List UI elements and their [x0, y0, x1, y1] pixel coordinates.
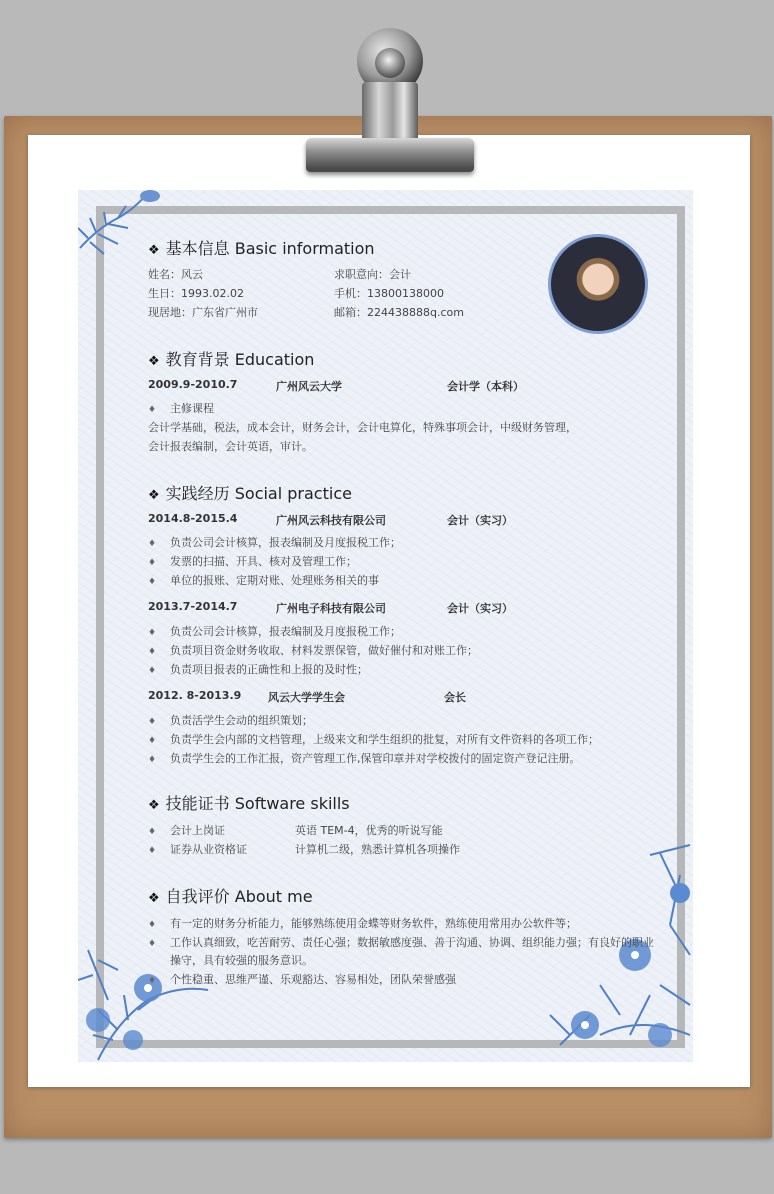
section-title-text: 实践经历 Social practice [165, 484, 352, 503]
info-email: 邮箱：224438888q.com [334, 306, 464, 319]
list-item: ♦ 证券从业资格证 [148, 843, 247, 856]
job2-role: 会计（实习） [447, 602, 513, 615]
job2-org: 广州电子科技有限公司 [276, 602, 386, 615]
bullet-icon: ❖ [148, 354, 160, 369]
job1-role: 会计（实习） [447, 514, 513, 527]
list-marker-icon: ♦ [148, 846, 157, 856]
bullet-icon: ❖ [148, 798, 160, 813]
edu-period: 2009.9-2010.7 [148, 378, 238, 391]
list-item: ♦ 负责活学生会动的组织策划； [148, 714, 313, 727]
list-marker-icon: ♦ [148, 736, 157, 746]
avatar [548, 234, 648, 334]
about-continuation: 操守，具有较强的服务意识。 [170, 954, 313, 967]
section-title-education [148, 347, 314, 370]
list-marker-icon: ♦ [148, 539, 157, 549]
bullet-icon: ❖ [148, 891, 160, 906]
job1-period: 2014.8-2015.4 [148, 512, 238, 525]
list-item: ♦ 负责学生会的工作汇报，资产管理工作,保管印章并对学校拨付的固定资产登记注册。 [148, 752, 581, 765]
list-item: ♦ 工作认真细致，吃苦耐劳、责任心强；数据敏感度强、善于沟通、协调、组织能力强；有良好的职业 [148, 936, 654, 949]
section-title-practice [148, 481, 352, 504]
job3-period: 2012. 8-2013.9 [148, 689, 242, 702]
edu-courses-line2: 会计报表编制，会计英语，审计。 [148, 440, 313, 453]
info-intent: 求职意向：会计 [334, 268, 411, 281]
list-marker-icon: ♦ [148, 666, 157, 676]
list-marker-icon: ♦ [148, 558, 157, 568]
section-title-text: 基本信息 Basic information [165, 239, 375, 258]
list-item: ♦ 有一定的财务分析能力，能够熟练使用金蝶等财务软件，熟练使用常用办公软件等； [148, 917, 577, 930]
section-title-text: 教育背景 Education [165, 350, 315, 369]
list-item: ♦ 负责公司会计核算，报表编制及月度报税工作； [148, 536, 401, 549]
list-marker-icon: ♦ [148, 920, 157, 930]
list-item-text: 主修课程 [170, 402, 214, 415]
skill2-detail: 计算机二级，熟悉计算机各项操作 [295, 843, 460, 856]
list-marker-icon: ♦ [148, 717, 157, 727]
edu-major: 会计学（本科） [447, 380, 524, 393]
bullet-icon: ❖ [148, 243, 160, 258]
list-marker-icon: ♦ [148, 405, 157, 415]
list-item: ♦ 负责公司会计核算，报表编制及月度报税工作； [148, 625, 401, 638]
list-marker-icon: ♦ [148, 976, 157, 986]
job1-org: 广州风云科技有限公司 [276, 514, 386, 527]
list-marker-icon: ♦ [148, 755, 157, 765]
list-item: ♦ 负责项目资金财务收取、材料发票保管，做好催付和对账工作； [148, 644, 478, 657]
job3-role: 会长 [444, 691, 466, 704]
list-marker-icon: ♦ [148, 577, 157, 587]
list-marker-icon: ♦ [148, 647, 157, 657]
job3-org: 风云大学学生会 [268, 691, 345, 704]
clip-base [306, 138, 474, 172]
section-title-basic [148, 236, 375, 259]
list-marker-icon: ♦ [148, 628, 157, 638]
job2-period: 2013.7-2014.7 [148, 600, 238, 613]
info-name: 姓名：风云 [148, 268, 203, 281]
list-marker-icon: ♦ [148, 939, 157, 949]
list-marker-icon: ♦ [148, 827, 157, 837]
info-birth: 生日：1993.02.02 [148, 287, 244, 300]
list-item: ♦ 会计上岗证 [148, 824, 225, 837]
clip-hole [375, 48, 405, 78]
section-title-text: 自我评价 About me [165, 887, 313, 906]
list-item: ♦ 发票的扫描、开具、核对及管理工作； [148, 555, 357, 568]
list-item: ♦ 单位的报账、定期对账、处理账务相关的事 [148, 574, 379, 587]
info-phone: 手机：13800138000 [334, 287, 444, 300]
section-title-skills [148, 791, 350, 814]
section-title-about [148, 884, 313, 907]
clip-body [362, 82, 418, 140]
edu-courses-line1: 会计学基础，税法，成本会计，财务会计，会计电算化，特殊事项会计，中级财务管理， [148, 421, 577, 434]
list-item: ♦ 负责学生会内部的文档管理，上级来文和学生组织的批复，对所有文件资料的各项工作； [148, 733, 599, 746]
section-title-text: 技能证书 Software skills [165, 794, 350, 813]
bullet-icon: ❖ [148, 488, 160, 503]
list-item: ♦ 负责项目报表的正确性和上报的及时性； [148, 663, 368, 676]
edu-school: 广州风云大学 [276, 380, 342, 393]
info-address: 现居地：广东省广州市 [148, 306, 258, 319]
list-item: ♦ 个性稳重、思维严谨、乐观豁达、容易相处，团队荣誉感强 [148, 973, 456, 986]
skill1-detail: 英语 TEM-4，优秀的听说写能 [295, 824, 443, 837]
list-item [148, 400, 214, 416]
